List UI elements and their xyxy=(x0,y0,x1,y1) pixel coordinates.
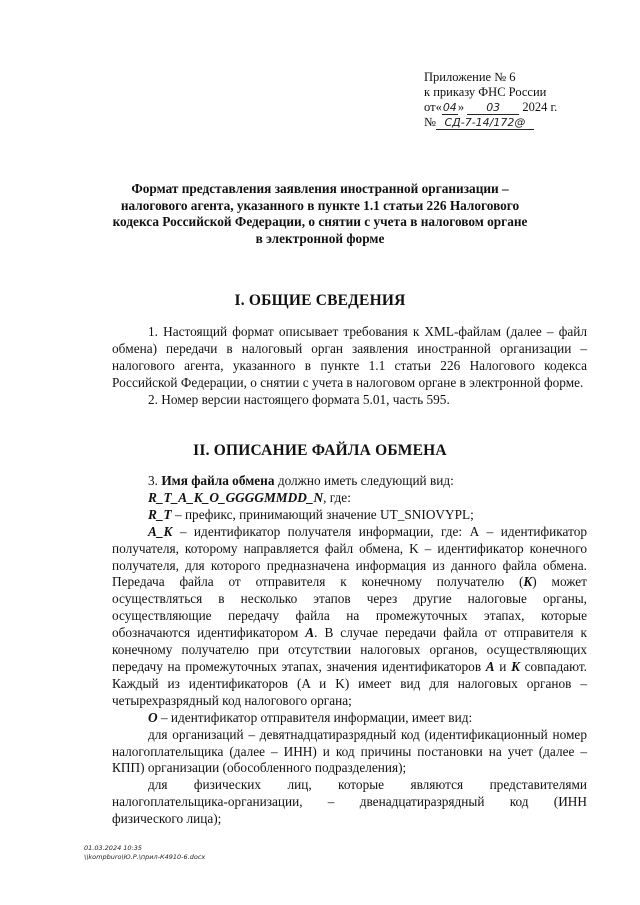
appendix-date-line xyxy=(424,100,557,115)
paragraph-3 xyxy=(112,473,587,490)
rt-text: – префикс, принимающий значение UT_SNIOVYPL; xyxy=(174,506,474,522)
o-text: – идентификатор отправителя информации, имеет вид: xyxy=(160,709,473,725)
o-term: O xyxy=(148,709,158,725)
pattern-suffix: , где: xyxy=(323,489,351,505)
sender-definition xyxy=(112,710,587,727)
handwritten-month: 03 xyxy=(467,102,519,115)
prefix-definition xyxy=(112,507,587,524)
ak-text-1: – идентификатор получателя информации, где: А – идентификатор получателя, которому направляется файл обмена, K – идентификатор конечного получателя, для которого предназначена информация из данного файла обмена. Передача файла от отправителя к конечному получателю ( xyxy=(112,523,588,590)
pattern-text: R_T_A_K_O_GGGGMMDD_N xyxy=(148,489,324,505)
recipient-definition xyxy=(112,524,587,710)
individual-code-line-2: налогоплательщика-организации, – двенадцатиразрядный код (ИНН xyxy=(112,794,587,810)
ak-text-2: ) может осуществляться в несколько этапов через другие налоговые органы, осуществляющие передачу файла на промежуточных этапах, которые обозначаются идентификатором xyxy=(112,574,587,641)
date-prefix: от xyxy=(424,100,436,114)
ak-a-1: A xyxy=(305,625,315,641)
individual-code-line-1: для физических лиц, которые являются представителями xyxy=(148,777,587,793)
ak-k-1: K xyxy=(523,574,533,590)
ak-text-3: . В случае передачи файла от отправителя к конечному получателю при отсутствии налоговых органов, осуществляющих передачу на промежуточных этапах, значения идентификаторов xyxy=(112,625,587,674)
day-open-quote: « xyxy=(435,100,442,114)
appendix-number-line xyxy=(424,115,557,130)
p3-number: 3. xyxy=(148,473,158,488)
section-2-heading: II. ОПИСАНИЕ ФАЙЛА ОБМЕНА xyxy=(193,442,447,459)
ak-text-4: совпадают. Каждый из идентификаторов (A и K) имеет вид для налоговых органов – четырехразрядный код налогового органа; xyxy=(112,658,587,708)
paragraph-1: 1. Настоящий формат описывает требования к XML-файлам (далее – файл обмена) передачи в налоговый орган заявления иностранной организации – налогового агента, указанного в пункте 1.1 статьи 226 Налогового кодекса Российской Федерации, о снятии с учета в налоговом органе в электронной форме. xyxy=(112,324,587,390)
footer-file-path: \\kompburo\Ю.Р.\прил-К4910-6.docx xyxy=(84,853,206,861)
ak-term: A_K xyxy=(148,523,173,539)
appendix-line-1: Приложение № 6 xyxy=(424,70,516,84)
footer-timestamp: 01.03.2024 10:35 xyxy=(84,844,143,852)
document-title: Формат представления заявления иностранной организации – налогового агента, указанного в пункте 1.1 статьи 226 Налогового кодекса Российской Федерации, о снятии с учета в налоговом органе в электронной форме xyxy=(112,181,528,246)
handwritten-order-number: СД-7-14/172@ xyxy=(436,117,534,130)
handwritten-day: 04 xyxy=(442,101,457,114)
document-footer xyxy=(84,844,205,862)
ak-a-2: A xyxy=(485,658,495,674)
organization-code-paragraph: для организаций – девятнадцатиразрядный код (идентификационный номер налогоплательщика (далее – ИНН) и код причины постановки на учет (далее – КПП) организации (обособленного подразделения); xyxy=(112,726,587,776)
individual-code-line-3: физического лица); xyxy=(112,811,222,827)
ak-k-2: K xyxy=(511,658,520,674)
section-1-body xyxy=(112,324,587,409)
appendix-block xyxy=(424,70,557,130)
day-close-quote: » xyxy=(457,100,465,114)
section-1-heading: I. ОБЩИЕ СВЕДЕНИЯ xyxy=(234,292,406,309)
ak-and: и xyxy=(494,658,512,674)
rt-term: R_T xyxy=(148,506,172,522)
p3-bold-term: Имя файла обмена xyxy=(161,473,275,488)
file-name-pattern xyxy=(112,490,587,507)
paragraph-2: 2. Номер версии настоящего формата 5.01, часть 595. xyxy=(148,391,450,407)
section-2-body xyxy=(112,473,587,828)
appendix-line-2: к приказу ФНС России xyxy=(424,85,547,99)
p3-rest: должно иметь следующий вид: xyxy=(277,473,454,488)
number-prefix: № xyxy=(424,115,436,129)
year-suffix: 2024 г. xyxy=(522,100,558,114)
